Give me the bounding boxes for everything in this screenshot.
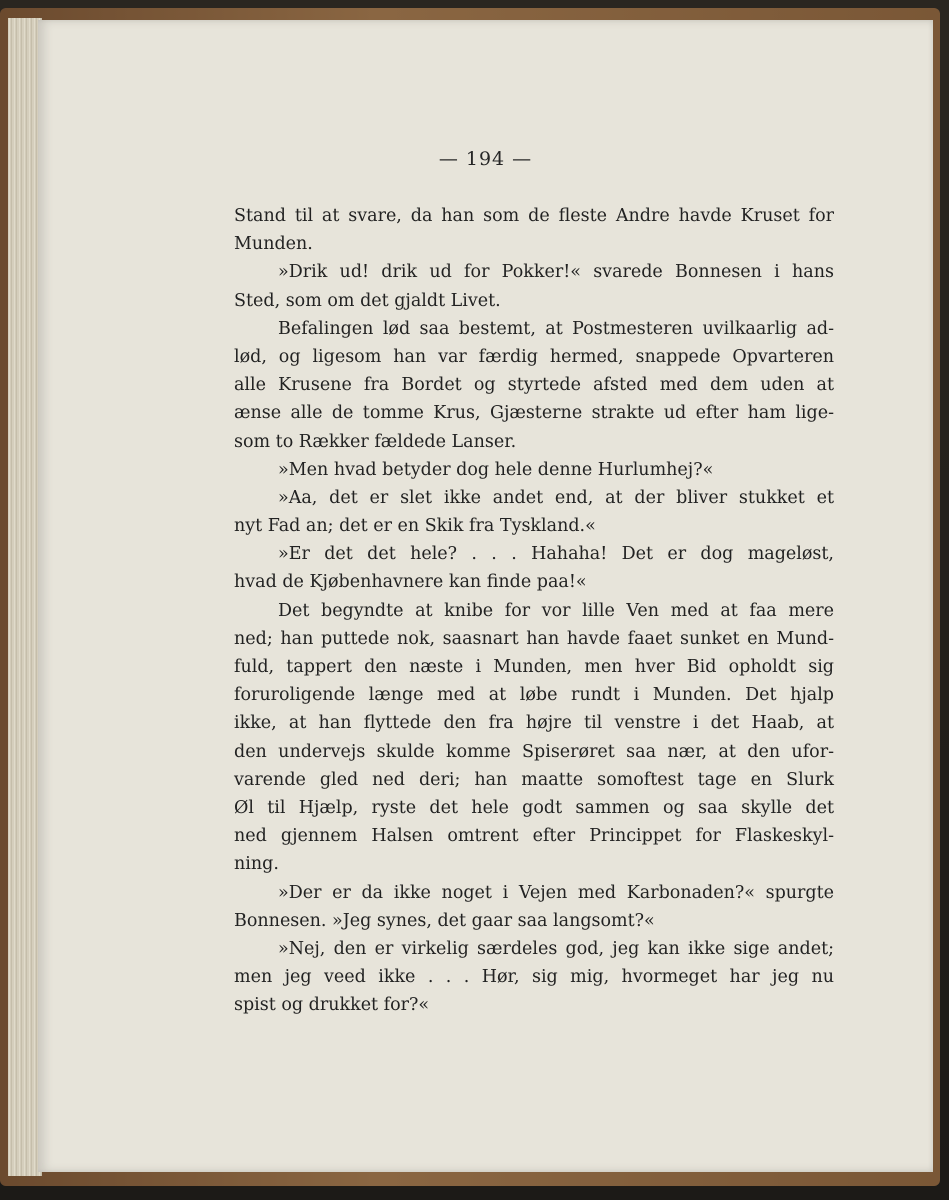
text-line: »Nej, den er virkelig særdeles god, jeg kan ikke sige andet; [278,938,834,959]
text-line: som to Rækker fældede Lanser. [234,431,517,452]
text-line: »Der er da ikke noget i Vejen med Karbonaden?« spurgte [278,882,834,903]
text-line: ned gjennem Halsen omtrent efter Princippet for Flaskeskyl- [234,826,834,847]
text-line: lød, og ligesom han var færdig hermed, snappede Opvarteren [234,346,834,367]
text-line: nyt Fad an; det er en Skik fra Tyskland.« [234,516,596,537]
page-edges [8,18,42,1176]
text-line: alle Krusene fra Bordet og styrtede afsted med dem uden at [234,375,834,396]
text-line: fuld, tappert den næste i Munden, men hver Bid opholdt sig [234,657,834,677]
text-line: ikke, at han flyttede den fra højre til venstre i det Haab, at [234,713,834,734]
page-number: — 194 — [438,148,533,170]
text-line: »Aa, det er slet ikke andet end, at der bliver stukket et [278,487,834,508]
text-line: Munden. [234,234,313,255]
text-line: den undervejs skulde komme Spiserøret saa nær, at den ufor- [234,741,834,762]
text-line: Øl til Hjælp, ryste det hele godt sammen og saa skylle det [234,797,834,818]
text-line: varende gled ned deri; han maatte somoftest tage en Slurk [234,769,834,790]
text-line: »Drik ud! drik ud for Pokker!« svarede Bonnesen i hans [278,262,834,283]
text-line: ning. [234,854,279,875]
text-line: »Er det det hele? . . . Hahaha! Det er dog mageløst, [278,544,834,565]
text-line: »Men hvad betyder dog hele denne Hurlumhej?« [278,459,714,480]
text-line: ænse alle de tomme Krus, Gjæsterne strakte ud efter ham lige- [234,403,834,424]
page [38,20,933,1172]
text-line: Stand til at svare, da han som de fleste Andre havde Kruset for [234,206,834,226]
body-text [234,202,834,1019]
text-line: men jeg veed ikke . . . Hør, sig mig, hvormeget har jeg nu [234,967,834,988]
text-line: foruroligende længe med at løbe rundt i Munden. Det hjalp [234,685,834,706]
text-line: Befalingen lød saa bestemt, at Postmesteren uvilkaarlig ad- [278,318,834,339]
text-line: Sted, som om det gjaldt Livet. [234,290,501,311]
text-line: spist og drukket for?« [234,995,430,1016]
text-line: hvad de Kjøbenhavnere kan finde paa!« [234,572,587,593]
text-line: ned; han puttede nok, saasnart han havde faaet sunket en Mund- [234,628,834,649]
text-line: Bonnesen. »Jeg synes, det gaar saa langsomt?« [234,910,655,931]
text-line: Det begyndte at knibe for vor lille Ven med at faa mere [278,600,834,621]
